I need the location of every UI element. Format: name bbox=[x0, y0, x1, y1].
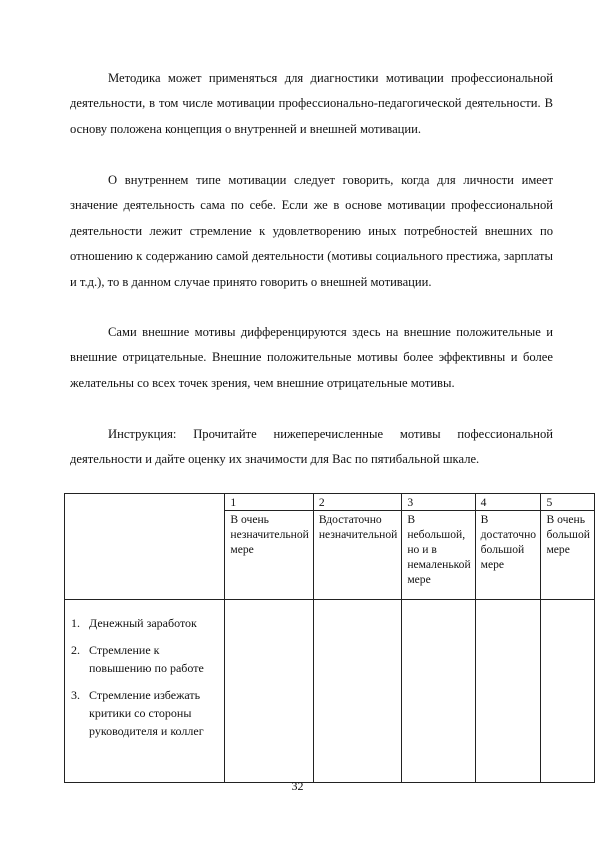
rating-cell-2 bbox=[313, 600, 401, 783]
list-item-text: Стремление избежать критики со стороны руководителя и коллег bbox=[89, 688, 204, 738]
rating-cell-5 bbox=[541, 600, 595, 783]
paragraph-method: Методика может применяться для диагностики мотивации профессиональной деятельности, в том числе мотивации профессионально-педагогической деятельности. В основу положена концепция о внутренней и внешней мотивации. bbox=[70, 71, 553, 136]
scale-number-3: 3 bbox=[402, 494, 475, 511]
rating-cell-3 bbox=[402, 600, 475, 783]
list-item bbox=[71, 641, 220, 677]
scale-number-2: 2 bbox=[313, 494, 401, 511]
rating-cell-4 bbox=[475, 600, 541, 783]
motives-rating-table bbox=[64, 493, 595, 783]
list-item-text: Стремление к повышению по работе bbox=[89, 643, 204, 675]
list-item bbox=[71, 686, 220, 740]
table-row bbox=[65, 600, 595, 783]
paragraph-instruction: Инструкция: Прочитайте нижеперечисленные мотивы пофессиональной деятельности и дайте оценку их значимости для Вас по пятибальной шкале. bbox=[70, 427, 553, 467]
list-item-text: Денежный заработок bbox=[89, 616, 197, 630]
scale-label-5: В очень большой мере bbox=[541, 511, 595, 600]
table-header-row bbox=[65, 494, 595, 511]
motives-list-cell bbox=[65, 600, 225, 783]
scale-number-5: 5 bbox=[541, 494, 595, 511]
paragraph-internal-motivation: О внутреннем типе мотивации следует говорить, когда для личности имеет значение деятельность сама по себе. Если же в основе мотивации профессиональной деятельности лежит стремление к удовлетворению иных потребностей внешних по отношению к содержанию самой деятельности (мотивы социального престижа, зарплаты и т.д.), то в данном случае принято говорить о внешней мотивации. bbox=[70, 173, 553, 289]
rating-cell-1 bbox=[225, 600, 313, 783]
list-item-number: 1. bbox=[71, 616, 80, 630]
list-item-number: 2. bbox=[71, 643, 80, 657]
scale-number-4: 4 bbox=[475, 494, 541, 511]
scale-label-4: В достаточно большой мере bbox=[475, 511, 541, 600]
scale-label-3: В небольшой, но и в немаленькой мере bbox=[402, 511, 475, 600]
page-number: 32 bbox=[291, 779, 304, 793]
scale-number-1: 1 bbox=[225, 494, 313, 511]
scale-label-2: Вдостаточно незначительной bbox=[313, 511, 401, 600]
scale-label-1: В очень незначительной мере bbox=[225, 511, 313, 600]
list-item-number: 3. bbox=[71, 688, 80, 702]
list-item bbox=[71, 614, 220, 632]
table-corner-cell bbox=[65, 494, 225, 600]
paragraph-external-motives: Сами внешние мотивы дифференцируются здесь на внешние положительные и внешние отрицательные. Внешние положительные мотивы более эффективны и более желательны со всех точек зрения, чем внешние отрицательные мотивы. bbox=[70, 325, 553, 390]
